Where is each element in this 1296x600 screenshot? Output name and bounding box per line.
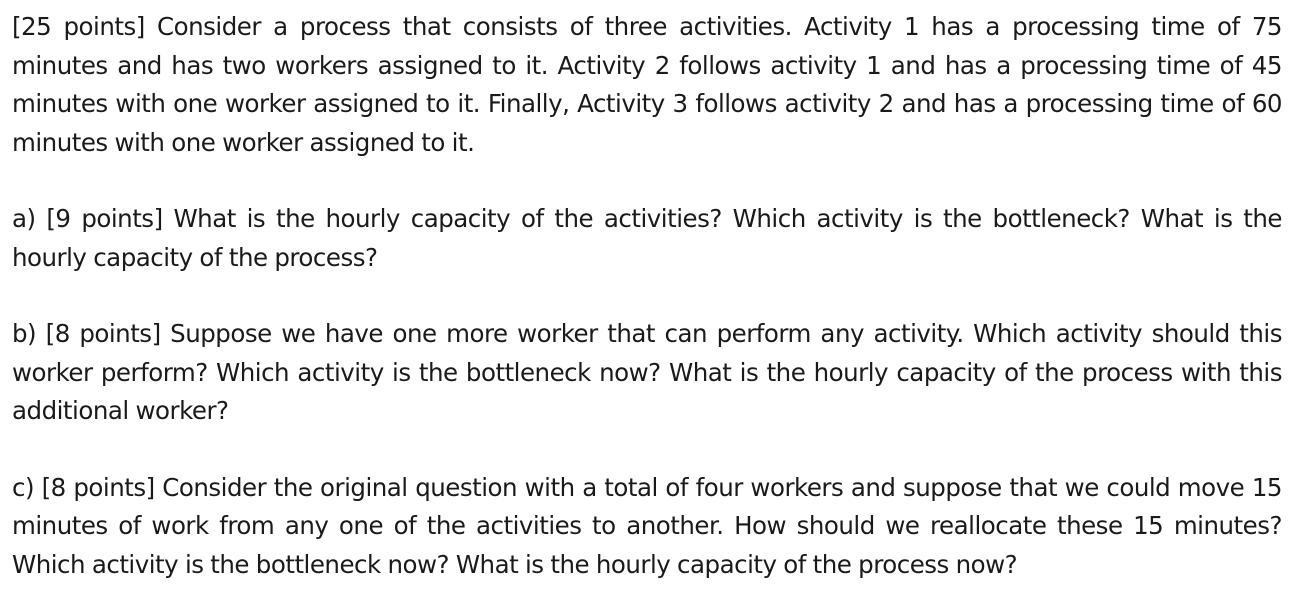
question-part-b: b) [8 points] Suppose we have one more worker that can perform any activity. Which activity should this worker perform? Which activity is the bottleneck now? What is the hourly capacity of the process with this additional worker? [12, 319, 1282, 425]
question-part-a: a) [9 points] What is the hourly capacity of the activities? Which activity is the bottleneck? What is the hourly capacity of the process? [12, 204, 1282, 272]
question-part-c: c) [8 points] Consider the original question with a total of four workers and suppose that we could move 15 minutes of work from any one of the activities to another. How should we reallocate these 15 minutes? Which activity is the bottleneck now? What is the hourly capacity of the process now? [12, 472, 1282, 579]
question-document [12, 8, 1282, 584]
question-intro: [25 points] Consider a process that consists of three activities. Activity 1 has a processing time of 75 minutes and has two workers assigned to it. Activity 2 follows activity 1 and has a processing time of 45 minutes with one worker assigned to it. Finally, Activity 3 follows activity 2 and has a processing time of 60 minutes with one worker assigned to it. [12, 12, 1282, 157]
